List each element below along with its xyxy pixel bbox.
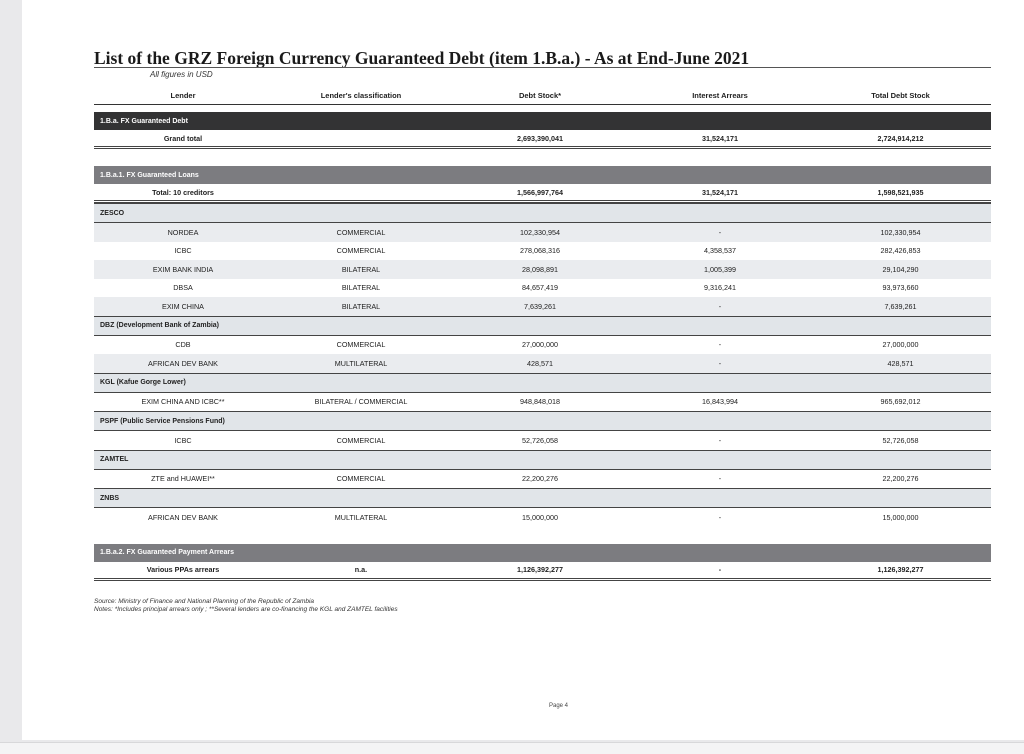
table-row [94, 297, 991, 316]
classification-cell: BILATERAL [341, 301, 381, 311]
table-row [94, 508, 991, 527]
classification-cell: COMMERCIAL [336, 246, 386, 256]
ppa-class: n.a. [354, 565, 368, 574]
grand-total-debt: 2,693,390,041 [517, 133, 563, 143]
classification-cell: MULTILATERAL [334, 512, 388, 522]
ppa-debt: 1,126,392,277 [517, 565, 563, 574]
arrears-cell: - [718, 301, 722, 311]
col-classification: Lender's classification [320, 90, 402, 100]
page-number: Page 4 [549, 703, 569, 709]
classification-cell: COMMERCIAL [336, 340, 386, 350]
lender-cell: AFRICAN DEV BANK [148, 358, 218, 368]
loans-total-arrears: 31,524,171 [702, 187, 738, 197]
total-cell: 22,200,276 [882, 474, 919, 484]
lender-cell: ICBC [174, 246, 192, 256]
table-header [94, 86, 991, 105]
table-row [94, 260, 991, 279]
debt-cell: 22,200,276 [522, 474, 558, 484]
table-row [94, 431, 991, 450]
table-row [94, 354, 991, 373]
section-fx-guaranteed-loans: 1.B.a.1. FX Guaranteed Loans [94, 166, 991, 184]
classification-cell: COMMERCIAL [336, 435, 386, 445]
title-rule [94, 67, 991, 68]
arrears-cell: 1,005,399 [704, 264, 736, 274]
group-header: DBZ (Development Bank of Zambia) [94, 316, 991, 336]
debt-cell: 7,639,261 [524, 301, 556, 311]
col-interest-arrears: Interest Arrears [692, 90, 748, 100]
total-cell: 93,973,660 [882, 283, 919, 293]
figures-note: All figures in USD [150, 70, 213, 79]
arrears-cell: 4,358,537 [704, 246, 736, 256]
debt-cell: 428,571 [527, 358, 553, 368]
ppa-label: Various PPAs arrears [146, 565, 220, 574]
spacer [94, 149, 991, 166]
debt-cell: 102,330,954 [520, 227, 560, 237]
debt-cell: 28,098,891 [522, 264, 558, 274]
lender-cell: DBSA [173, 283, 193, 293]
spacer [94, 527, 991, 544]
total-cell: 52,726,058 [882, 435, 919, 445]
total-cell: 15,000,000 [882, 512, 919, 522]
total-cell: 27,000,000 [882, 340, 919, 350]
total-cell: 29,104,290 [882, 264, 919, 274]
arrears-cell: 16,843,994 [702, 397, 738, 407]
arrears-cell: - [718, 227, 722, 237]
table-row [94, 336, 991, 355]
notes: Notes: *Includes principal arrears only ; **Several lenders are co-financing the KGL and ZAMTEL facilities [94, 606, 398, 613]
debt-table [94, 86, 991, 581]
total-cell: 102,330,954 [880, 227, 921, 237]
arrears-cell: - [718, 512, 722, 522]
arrears-cell: - [718, 474, 722, 484]
col-debt-stock: Debt Stock* [518, 90, 562, 100]
grand-total-total: 2,724,914,212 [877, 133, 924, 143]
loans-total-label: Total: 10 creditors [152, 187, 214, 197]
debt-cell: 84,657,419 [522, 283, 558, 293]
group-header: KGL (Kafue Gorge Lower) [94, 373, 991, 393]
arrears-cell: - [718, 340, 722, 350]
ppa-arrears: - [718, 565, 722, 574]
section-payment-arrears: 1.B.a.2. FX Guaranteed Payment Arrears [94, 544, 991, 562]
table-row [94, 393, 991, 412]
section-fx-guaranteed-debt: 1.B.a. FX Guaranteed Debt [94, 112, 991, 130]
table-row [94, 470, 991, 489]
classification-cell: BILATERAL [341, 283, 381, 293]
spacer [94, 105, 991, 112]
lender-cell: EXIM CHINA AND ICBC** [141, 397, 225, 407]
lender-cell: ZTE and HUAWEI** [151, 474, 215, 484]
ppa-total: 1,126,392,277 [877, 565, 924, 574]
total-cell: 428,571 [887, 358, 914, 368]
loans-total-total: 1,598,521,935 [877, 187, 924, 197]
debt-cell: 278,068,316 [520, 246, 560, 256]
grand-total-row [94, 130, 991, 149]
group-header: PSPF (Public Service Pensions Fund) [94, 411, 991, 431]
col-lender: Lender [170, 90, 196, 100]
document-page [22, 0, 1024, 740]
table-row [94, 242, 991, 261]
classification-cell: MULTILATERAL [334, 358, 388, 368]
loans-total-row [94, 184, 991, 203]
ppa-row [94, 562, 991, 581]
debt-cell: 52,726,058 [522, 435, 558, 445]
loans-total-debt: 1,566,997,764 [517, 187, 563, 197]
arrears-cell: - [718, 358, 722, 368]
group-header: ZNBS [94, 488, 991, 508]
lender-cell: AFRICAN DEV BANK [148, 512, 218, 522]
source-note: Source: Ministry of Finance and National Planning of the Republic of Zambia [94, 598, 315, 605]
lender-cell: CDB [175, 340, 191, 350]
footnotes [94, 598, 398, 614]
classification-cell: BILATERAL / COMMERCIAL [314, 397, 408, 407]
grand-total-arrears: 31,524,171 [702, 133, 738, 143]
lender-cell: EXIM BANK INDIA [152, 264, 214, 274]
classification-cell: COMMERCIAL [336, 474, 386, 484]
arrears-cell: - [718, 435, 722, 445]
group-header: ZAMTEL [94, 450, 991, 470]
grand-total-label: Grand total [163, 133, 203, 143]
page-title: List of the GRZ Foreign Currency Guaranteed Debt (item 1.B.a.) - As at End-June 2021 [94, 48, 750, 68]
total-cell: 965,692,012 [880, 397, 921, 407]
group-header: ZESCO [94, 203, 991, 223]
debt-cell: 27,000,000 [522, 340, 558, 350]
lender-cell: EXIM CHINA [162, 301, 204, 311]
col-total-debt-stock: Total Debt Stock [871, 90, 930, 100]
lender-cell: NORDEA [167, 227, 199, 237]
classification-cell: BILATERAL [341, 264, 381, 274]
table-row [94, 223, 991, 242]
total-cell: 7,639,261 [884, 301, 917, 311]
table-row [94, 279, 991, 298]
debt-cell: 948,848,018 [520, 397, 560, 407]
classification-cell: COMMERCIAL [336, 227, 386, 237]
debt-cell: 15,000,000 [522, 512, 558, 522]
viewer-bottom-strip [0, 742, 1024, 754]
lender-cell: ICBC [174, 435, 192, 445]
arrears-cell: 9,316,241 [704, 283, 736, 293]
total-cell: 282,426,853 [880, 246, 921, 256]
